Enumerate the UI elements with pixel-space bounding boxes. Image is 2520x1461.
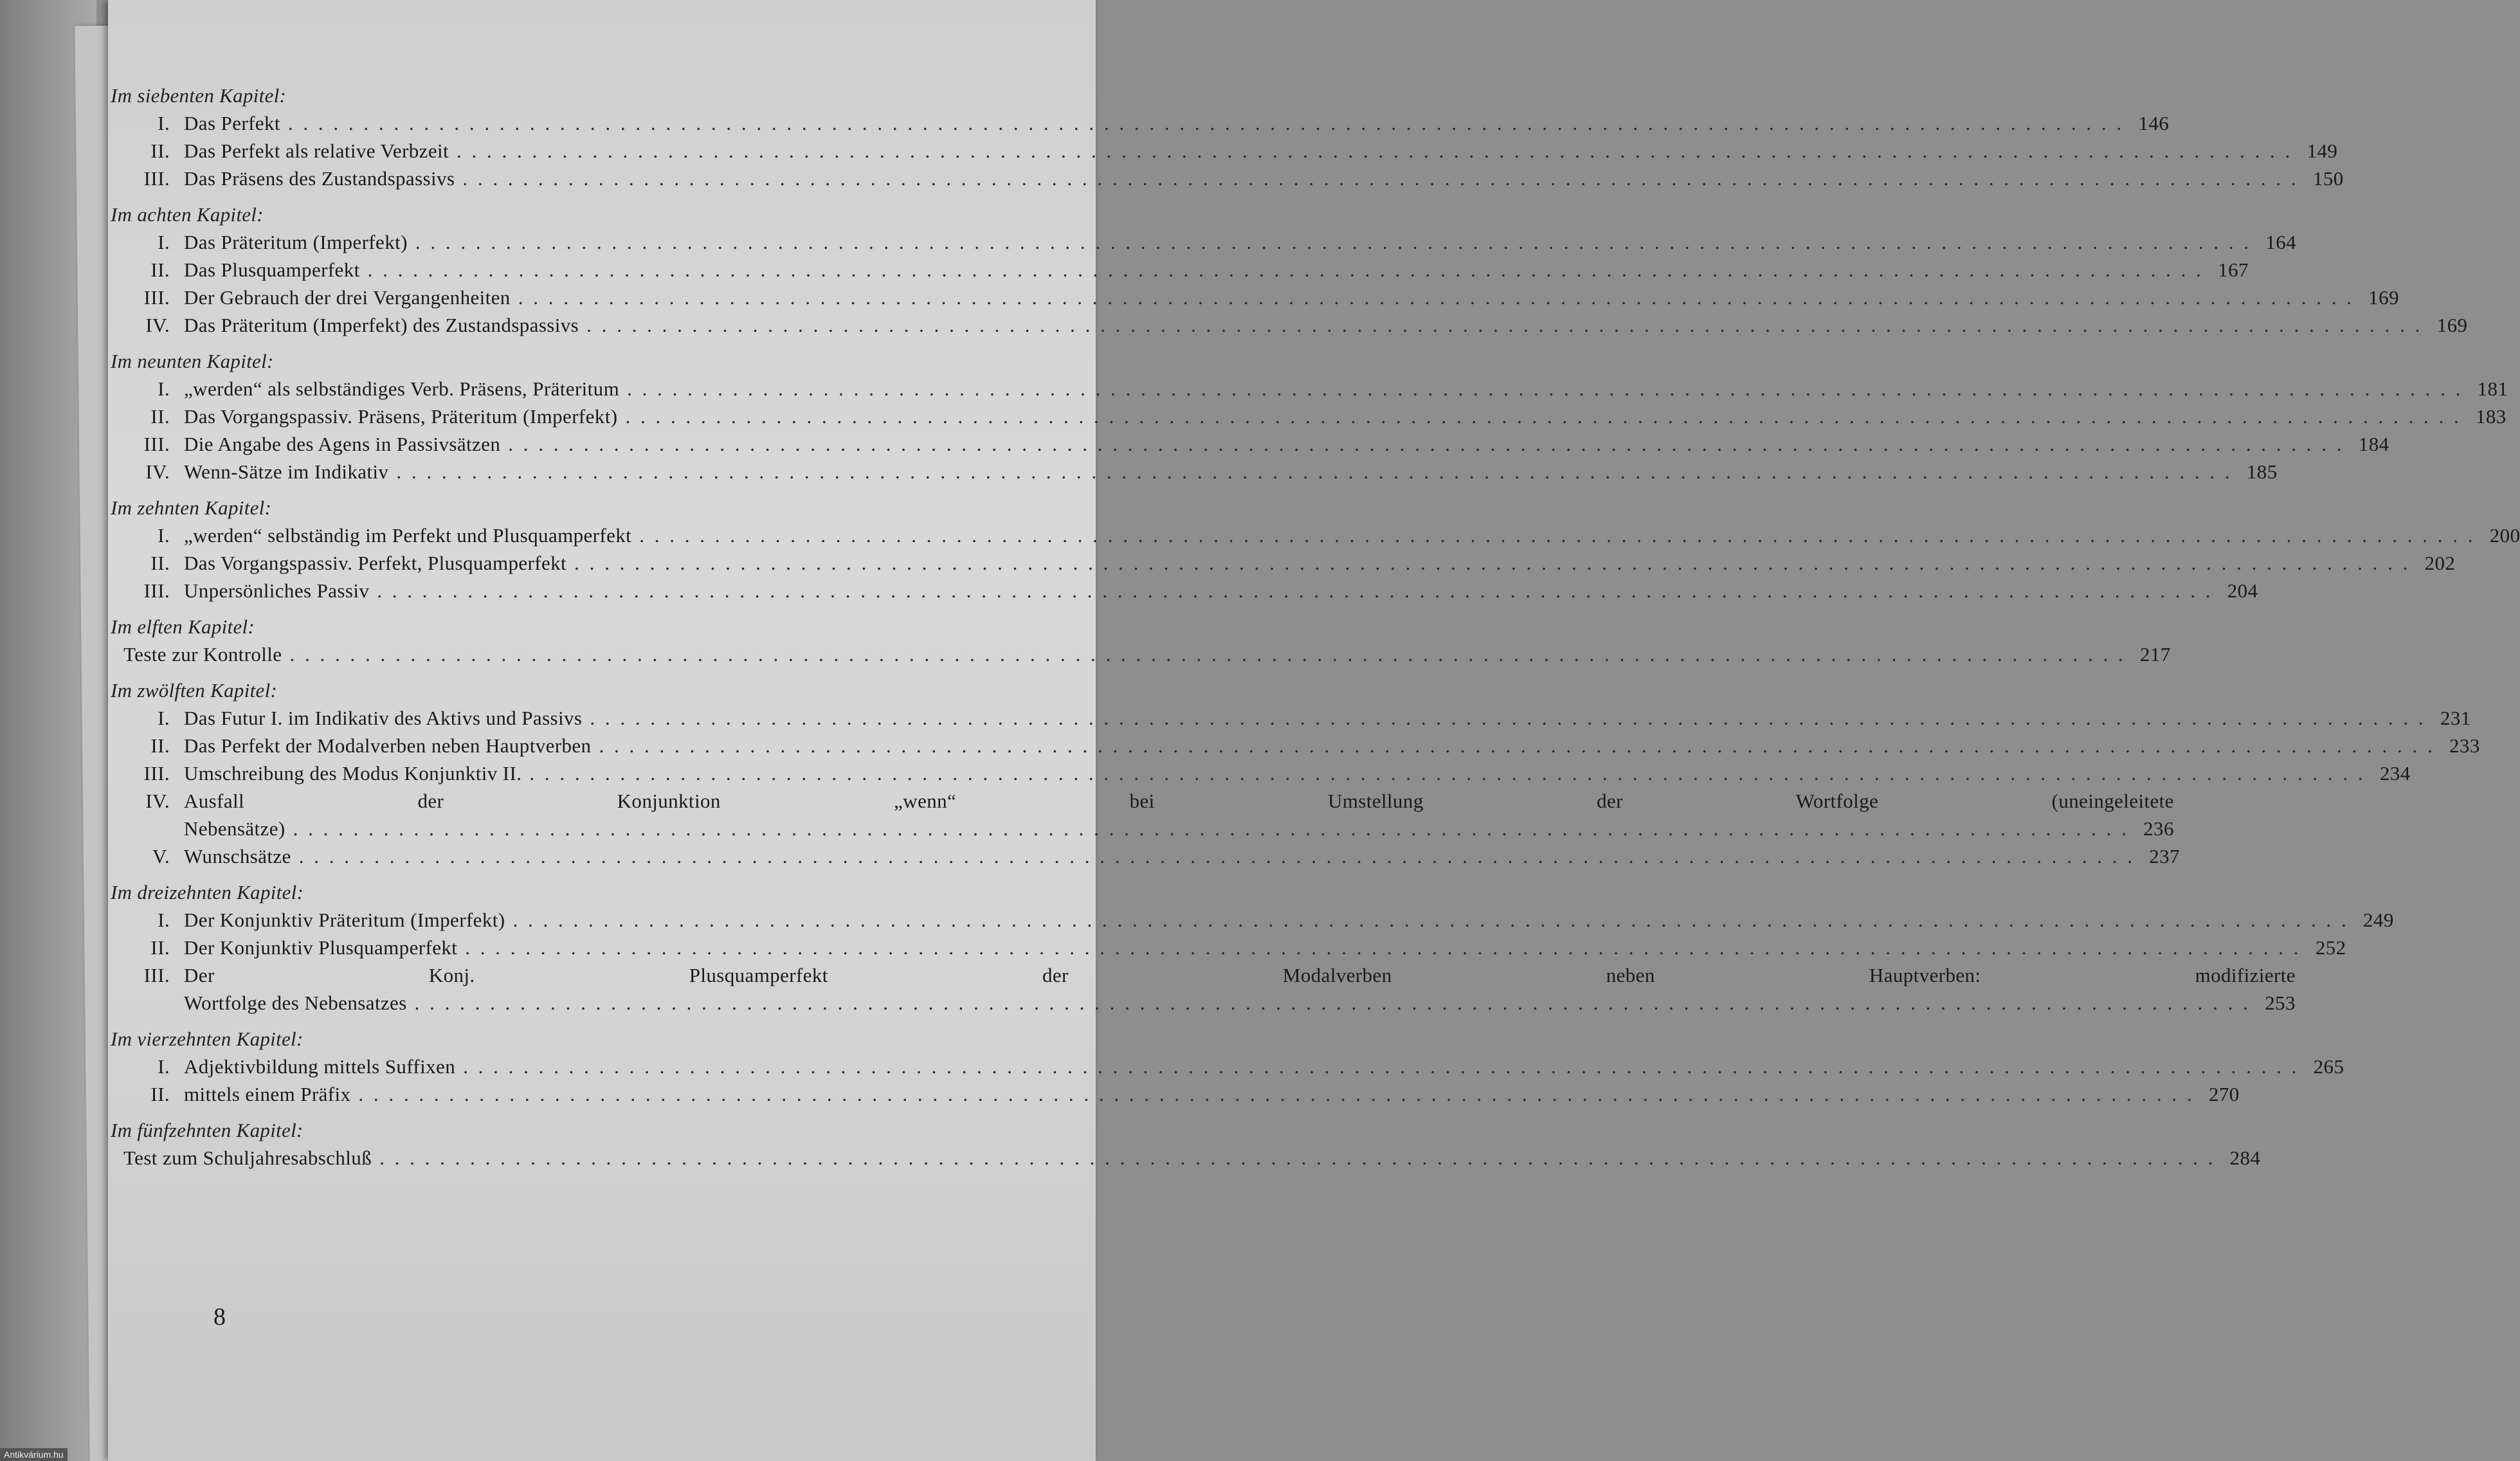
- toc-entry: [111, 256, 2249, 284]
- chapter-section: [111, 348, 2508, 485]
- dot-leader: [586, 311, 2422, 339]
- chapter-title: Im siebenten Kapitel:: [111, 84, 287, 107]
- entry-page-number: 181: [2477, 377, 2508, 400]
- page-number: 8: [213, 1303, 226, 1330]
- entry-title-continuation: Wortfolge des Nebensatzes: [184, 992, 407, 1014]
- dot-leader: [465, 934, 2301, 961]
- toc-entry: [111, 165, 2344, 192]
- chapter-title: Im dreizehnten Kapitel:: [111, 881, 304, 903]
- entry-title: „werden“ selbständig im Perfekt und Plusquamperfekt: [184, 524, 632, 547]
- table-of-contents: [111, 82, 2520, 1181]
- toc-entry: [111, 228, 2297, 256]
- dot-leader: [358, 1080, 2194, 1108]
- entry-title: Das Präteritum (Imperfekt) des Zustandspassivs: [184, 314, 579, 336]
- toc-entry: [111, 961, 2296, 1017]
- dot-leader: [599, 732, 2434, 759]
- entry-title-continuation: Nebensätze): [184, 817, 286, 840]
- toc-entry: [111, 842, 2180, 870]
- entry-page-number: 236: [2143, 817, 2174, 840]
- chapter-section: [111, 879, 2394, 1017]
- entry-title: Der Gebrauch der drei Vergangenheiten: [184, 286, 511, 309]
- entry-title: Die Angabe des Agens in Passivsätzen: [184, 433, 501, 455]
- dot-leader: [457, 137, 2292, 165]
- chapter-title: Im neunten Kapitel:: [111, 350, 274, 372]
- dot-leader: [368, 256, 2204, 284]
- dot-leader: [463, 1053, 2299, 1080]
- entry-title: Test zum Schuljahresabschluß: [123, 1147, 372, 1169]
- entry-title: Das Perfekt: [184, 112, 280, 134]
- entry-title: Wunschsätze: [184, 845, 291, 867]
- watermark: Antikvárium.hu: [0, 1448, 68, 1461]
- entry-page-number: 169: [2368, 286, 2399, 309]
- entry-number: II.: [150, 936, 170, 959]
- entry-title: Das Perfekt der Modalverben neben Hauptverben: [184, 734, 592, 757]
- entry-number: I.: [158, 707, 170, 729]
- toc-entry: [111, 1144, 2261, 1172]
- entry-number: IV.: [145, 460, 170, 483]
- entry-number: II.: [150, 1083, 170, 1105]
- chapter-section: [111, 1117, 2261, 1172]
- entry-page-number: 150: [2312, 167, 2344, 190]
- entry-number: II.: [150, 259, 170, 281]
- chapter-section: [111, 677, 2480, 870]
- dot-leader: [574, 549, 2410, 577]
- entry-number: V.: [152, 845, 170, 867]
- toc-entry: [111, 640, 2171, 668]
- entry-page-number: 202: [2424, 552, 2456, 574]
- toc-entry: [111, 458, 2278, 485]
- entry-title: Das Perfekt als relative Verbzeit: [184, 140, 449, 162]
- dot-leader: [379, 1144, 2215, 1172]
- toc-entry: [111, 704, 2471, 732]
- entry-page-number: 204: [2227, 579, 2258, 602]
- dot-leader: [288, 109, 2124, 137]
- toc-entry: [111, 934, 2346, 961]
- toc-entry: [111, 311, 2468, 339]
- entry-number: I.: [158, 1055, 170, 1078]
- toc-entry: [111, 109, 2170, 137]
- dot-leader: [462, 165, 2298, 192]
- chapter-section: [111, 495, 2520, 604]
- dot-leader: [289, 640, 2125, 668]
- toc-entry: [111, 906, 2394, 934]
- entry-number: III.: [143, 286, 170, 309]
- entry-page-number: 233: [2449, 734, 2480, 757]
- entry-page-number: 183: [2476, 405, 2506, 428]
- entry-page-number: 217: [2140, 643, 2171, 666]
- toc-entry: [111, 577, 2258, 604]
- toc-entry: [111, 787, 2174, 842]
- entry-title: Umschreibung des Modus Konjunktiv II.: [184, 762, 522, 785]
- entry-page-number: 253: [2265, 992, 2296, 1014]
- entry-number: II.: [150, 734, 170, 757]
- toc-entry: [111, 759, 2411, 787]
- dot-leader: [293, 815, 2129, 842]
- entry-title: mittels einem Präfix: [184, 1083, 351, 1105]
- toc-entry: [111, 1080, 2240, 1108]
- entry-number: I.: [158, 112, 170, 134]
- entry-title: Das Futur I. im Indikativ des Aktivs und Passivs: [184, 707, 583, 729]
- entry-title: Das Plusquamperfekt: [184, 259, 360, 281]
- entry-page-number: 270: [2208, 1083, 2240, 1105]
- entry-title: Adjektivbildung mittels Suffixen: [184, 1055, 456, 1078]
- entry-page-number: 249: [2363, 909, 2394, 931]
- toc-entry: [111, 732, 2480, 759]
- entry-title: Das Präteritum (Imperfekt): [184, 231, 408, 253]
- entry-number: IV.: [145, 790, 170, 812]
- entry-title: Wenn-Sätze im Indikativ: [184, 460, 389, 483]
- entry-title: Das Vorgangspassiv. Präsens, Präteritum (Imperfekt): [184, 405, 618, 428]
- chapter-section: [111, 82, 2344, 192]
- entry-title: „werden“ als selbständiges Verb. Präsens, Präteritum: [184, 377, 620, 400]
- dot-leader: [415, 228, 2251, 256]
- chapter-title: Im achten Kapitel:: [111, 203, 264, 226]
- dot-leader: [508, 430, 2344, 458]
- entry-number: II.: [150, 140, 170, 162]
- toc-entry: [111, 403, 2506, 430]
- entry-page-number: 184: [2358, 433, 2389, 455]
- toc-entry: [111, 137, 2338, 165]
- chapter-title: Im fünfzehnten Kapitel:: [111, 1119, 304, 1141]
- chapter-title: Im zehnten Kapitel:: [111, 496, 272, 519]
- entry-title: Das Präsens des Zustandspassivs: [184, 167, 455, 190]
- entry-number: III.: [143, 762, 170, 785]
- entry-number: III.: [143, 167, 170, 190]
- entry-number: III.: [143, 433, 170, 455]
- toc-entry: [111, 549, 2456, 577]
- entry-title: Ausfall der Konjunktion „wenn“ bei Umstellung der Wortfolge (uneingeleitete: [184, 790, 2174, 812]
- entry-page-number: 237: [2149, 845, 2180, 867]
- entry-number: I.: [158, 524, 170, 547]
- toc-entry: [111, 1053, 2344, 1080]
- dot-leader: [529, 759, 2365, 787]
- entry-title: Unpersönliches Passiv: [184, 579, 370, 602]
- entry-number: I.: [158, 377, 170, 400]
- entry-title: Der Konjunktiv Plusquamperfekt: [184, 936, 458, 959]
- entry-page-number: 167: [2218, 259, 2249, 281]
- entry-number: II.: [150, 405, 170, 428]
- entry-page-number: 265: [2313, 1055, 2344, 1078]
- dot-leader: [396, 458, 2232, 485]
- entry-number: IV.: [145, 314, 170, 336]
- toc-entry: [111, 375, 2508, 403]
- entry-page-number: 231: [2440, 707, 2471, 729]
- entry-number: I.: [158, 909, 170, 931]
- dot-leader: [639, 522, 2475, 549]
- chapter-title: Im elften Kapitel:: [111, 615, 255, 638]
- entry-number: III.: [143, 579, 170, 602]
- entry-page-number: 149: [2307, 140, 2338, 162]
- dot-leader: [625, 403, 2461, 430]
- chapter-title: Im vierzehnten Kapitel:: [111, 1028, 304, 1050]
- entry-title: Der Konjunktiv Präteritum (Imperfekt): [184, 909, 505, 931]
- dot-leader: [377, 577, 2213, 604]
- chapter-section: [111, 613, 2171, 668]
- entry-page-number: 200: [2489, 524, 2520, 547]
- entry-page-number: 252: [2315, 936, 2346, 959]
- entry-page-number: 284: [2229, 1147, 2261, 1169]
- entry-number: I.: [158, 231, 170, 253]
- toc-entry: [111, 284, 2399, 311]
- entry-number: III.: [143, 964, 170, 986]
- entry-title: Teste zur Kontrolle: [123, 643, 282, 666]
- entry-page-number: 146: [2138, 112, 2170, 134]
- chapter-section: [111, 201, 2468, 339]
- entry-page-number: 164: [2265, 231, 2297, 253]
- dot-leader: [590, 704, 2425, 732]
- entry-page-number: 169: [2436, 314, 2468, 336]
- entry-page-number: 234: [2379, 762, 2411, 785]
- dot-leader: [627, 375, 2463, 403]
- chapter-title: Im zwölften Kapitel:: [111, 679, 278, 702]
- dot-leader: [299, 842, 2135, 870]
- dot-leader: [518, 284, 2354, 311]
- dot-leader: [512, 906, 2348, 934]
- entry-title: Das Vorgangspassiv. Perfekt, Plusquamperfekt: [184, 552, 567, 574]
- entry-page-number: 185: [2246, 460, 2278, 483]
- toc-entry: [111, 522, 2520, 549]
- chapter-section: [111, 1026, 2344, 1108]
- toc-entry: [111, 430, 2389, 458]
- entry-title: Der Konj. Plusquamperfekt der Modalverben neben Hauptverben: modifizierte: [184, 964, 2296, 986]
- entry-number: II.: [150, 552, 170, 574]
- dot-leader: [415, 989, 2251, 1017]
